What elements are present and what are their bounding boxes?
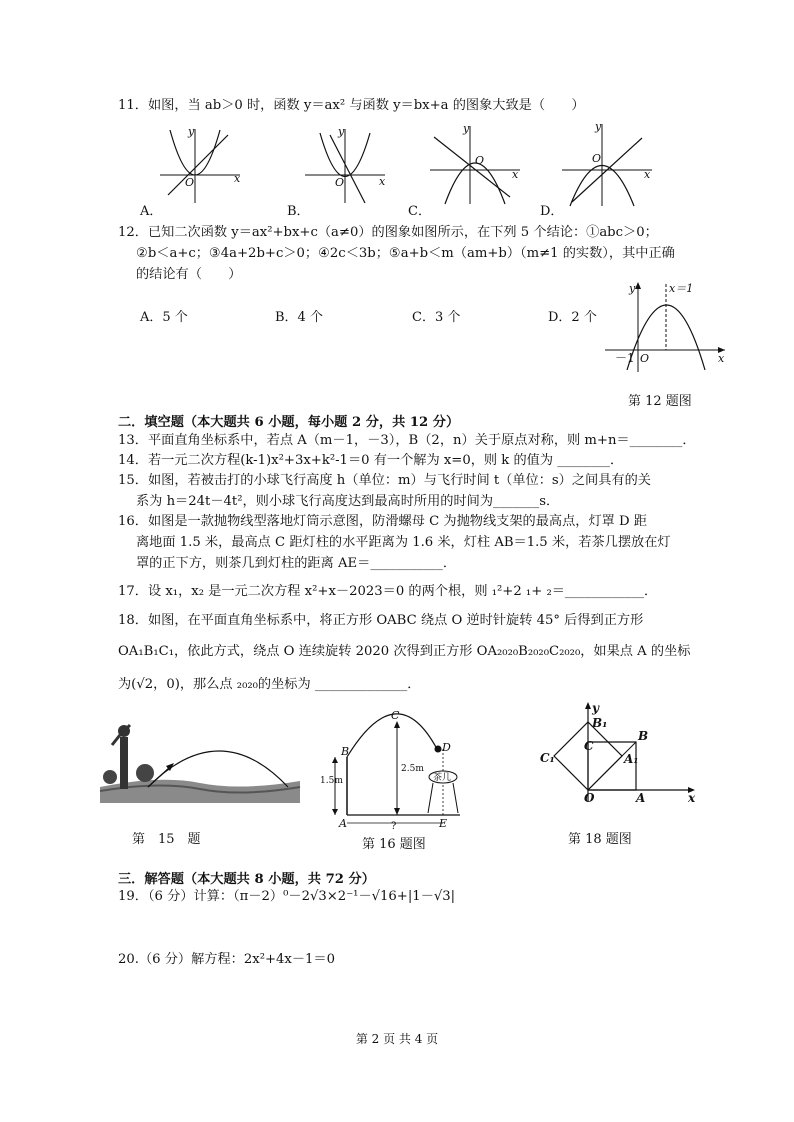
q20: 20.（6 分）解方程：2x²+4x－1＝0	[118, 952, 336, 967]
q14: 14．若一元二次方程(k-1)x²+3x+k²-1＝0 有一个解为 x=0，则 k 的值为 ________．	[118, 453, 624, 468]
q16-label-c: C	[391, 709, 400, 722]
q16-label-q: ?	[391, 821, 397, 832]
q12-caption: 第 12 题图	[628, 394, 692, 409]
q11-d-x-label: x	[644, 168, 651, 181]
q18-label-x: x	[688, 791, 696, 805]
q11-option-a: A．	[140, 204, 163, 219]
q16-line1: 16．如图是一款抛物线型落地灯筒示意图，防滑螺母 C 为抛物线支架的最高点，灯罩 D 距	[118, 514, 647, 529]
q11-stem: 11．如图，当 ab＞0 时，函数 y＝ax² 与函数 y＝bx+a 的图象大致是（ ）	[118, 98, 585, 113]
q11-graph-a	[160, 125, 240, 205]
q16-label-a: A	[339, 817, 347, 830]
q12-option-b: B．4 个	[275, 310, 323, 325]
q11-b-y-label: y	[338, 125, 345, 138]
q16-figure	[320, 705, 470, 832]
q16-label-h2: 2.5m	[401, 764, 424, 774]
q12-option-c: C．3 个	[412, 310, 461, 325]
q12-figure	[605, 280, 730, 375]
q15-caption: 第 15 题	[132, 832, 201, 847]
q18-line3: 为(√2，0)，那么点 ₂₀₂₀的坐标为 ______________．	[118, 677, 421, 692]
q16-label-e: E	[439, 817, 448, 830]
q13: 13．平面直角坐标系中，若点 A（m－1，－3），B（2，n）关于原点对称，则 m+n＝________．	[118, 433, 696, 448]
q18-label-a1: A₁	[624, 752, 639, 766]
q11-option-c: C．	[408, 204, 431, 219]
q18-line2: OA₁B₁C₁，依此方式，绕点 O 连续旋转 2020 次得到正方形 OA₂₀₂₀B₂₀₂₀C₂₀₂₀，如果点 A 的坐标	[118, 644, 691, 659]
q12-fig-axis-line: x＝1	[669, 282, 694, 295]
q18-label-y: y	[592, 701, 599, 715]
q16-label-h1: 1.5m	[320, 776, 343, 786]
q12-line1: 12．已知二次函数 y＝ax²+bx+c（a≠0）的图象如图所示，在下列 5 个结论：①abc＞0；	[118, 225, 658, 240]
q12-fig-x: x	[718, 352, 725, 365]
q18-label-c: C	[584, 739, 594, 753]
q18-caption: 第 18 题图	[568, 832, 632, 847]
q18-label-b1: B₁	[592, 716, 608, 730]
q12-fig-origin: O	[640, 352, 650, 365]
q11-option-d: D．	[540, 204, 564, 219]
q12-fig-minus-one: －1	[615, 351, 635, 365]
q15-line1: 15．如图，若被击打的小球飞行高度 h（单位：m）与飞行时间 t（单位：s）之间具有的关	[118, 473, 651, 488]
q16-label-d: D	[442, 741, 451, 754]
q12-line2: ②b＜a+c；③4a+2b+c＞0；④2c＜3b；⑤a+b＜m（am+b）（m≠1 的实数），其中正确	[136, 246, 675, 261]
q11-d-origin: O	[592, 152, 602, 165]
q11-c-y-label: y	[463, 122, 470, 135]
q11-graph-d	[562, 120, 652, 208]
q12-fig-y: y	[629, 282, 636, 295]
q11-c-origin: O	[475, 154, 485, 167]
q11-graph-c	[430, 122, 520, 207]
q12-line3: 的结论有（ ）	[136, 267, 242, 282]
q11-b-x-label: x	[379, 175, 386, 188]
q18-label-b: B	[638, 729, 649, 743]
q18-label-c1: C₁	[540, 751, 555, 765]
q16-line2: 离地面 1.5 米，最高点 C 距灯柱的水平距离为 1.6 米，灯柱 AB＝1.5 米，若茶几摆放在灯	[136, 535, 671, 550]
q11-a-origin: O	[185, 176, 195, 189]
q16-label-b: B	[341, 745, 350, 758]
section2-heading: 二．填空题（本大题共 6 小题，每小题 2 分，共 12 分）	[118, 415, 460, 430]
q12-option-a: A．5 个	[140, 310, 188, 325]
q11-option-b: B．	[287, 204, 310, 219]
q15-figure	[100, 715, 300, 815]
q18-label-o: O	[584, 791, 595, 805]
q19: 19．（6 分）计算：（π－2）⁰－2√3×2⁻¹－√16+|1－√3|	[118, 889, 456, 904]
section3-heading: 三．解答题（本大题共 8 小题，共 72 分）	[118, 872, 375, 887]
q11-b-origin: O	[335, 176, 345, 189]
q18-label-a: A	[636, 791, 646, 805]
q16-label-table: 茶几	[433, 773, 452, 783]
q11-a-x-label: x	[234, 172, 241, 185]
q11-d-y-label: y	[595, 120, 602, 133]
q18-figure	[540, 700, 698, 805]
page-footer: 第 2 页 共 4 页	[355, 1032, 439, 1046]
q16-caption: 第 16 题图	[362, 837, 426, 852]
q16-line3: 罩的正下方，则茶几到灯柱的距离 AE＝___________．	[136, 556, 457, 571]
q18-line1: 18．如图，在平面直角坐标系中，将正方形 OABC 绕点 O 逆时针旋转 45° 后得到正方形	[118, 613, 644, 628]
q11-a-y-label: y	[188, 125, 195, 138]
q17: 17．设 x₁，x₂ 是一元二次方程 x²+x－2023＝0 的两个根，则 ₁²+2 ₁+ ₂＝____________．	[118, 584, 658, 599]
q11-graph-b	[305, 125, 385, 205]
q12-option-d: D．2 个	[548, 310, 597, 325]
q11-c-x-label: x	[512, 168, 519, 181]
q15-line2: 系为 h＝24t－4t²，则小球飞行高度达到最高时所用的时间为_______s．	[136, 494, 560, 509]
